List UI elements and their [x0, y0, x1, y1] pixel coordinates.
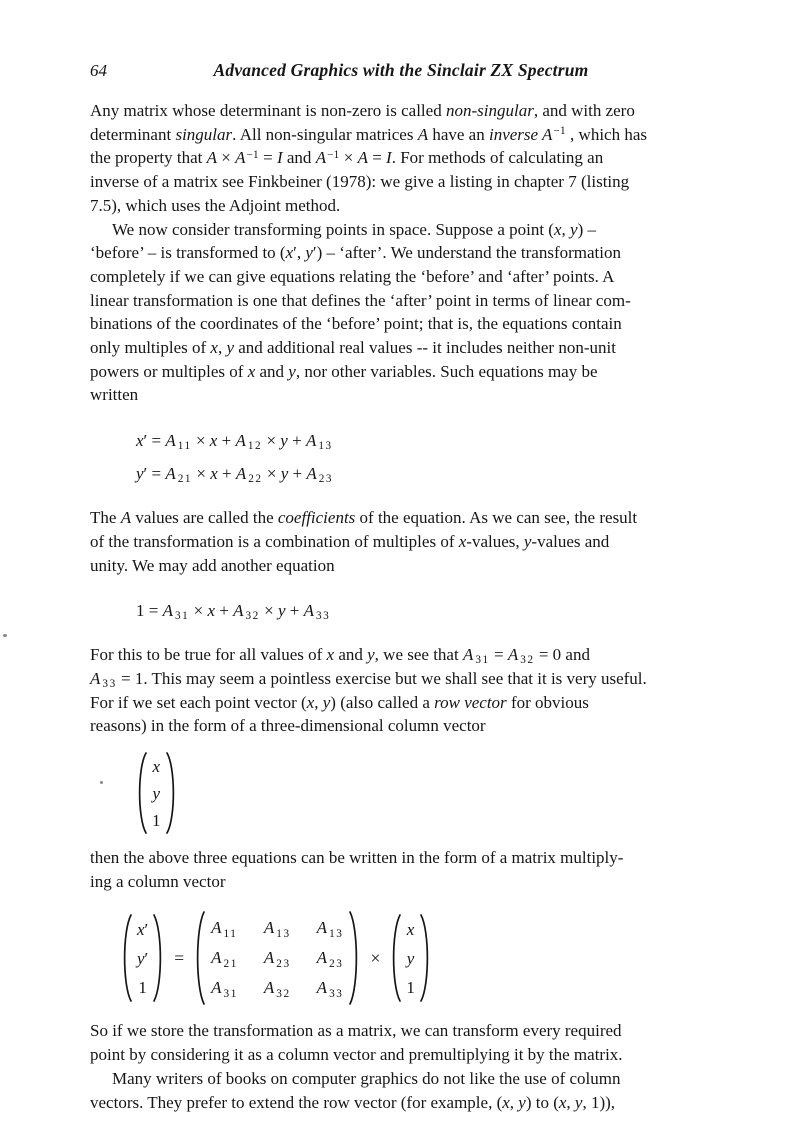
- text-line: [90, 99, 712, 123]
- text-run: = 0 and: [534, 645, 590, 665]
- text-run: written: [90, 385, 139, 405]
- text-run: ′ =: [143, 464, 166, 484]
- text-run: ′ =: [143, 431, 166, 451]
- text-run: A: [263, 978, 275, 998]
- matrix-cell: [264, 973, 291, 1003]
- text-run: the property that: [90, 148, 207, 168]
- text-run: binations of the coordinates of the ‘before’ point; that is, the equations contain: [90, 314, 622, 334]
- text-run: A: [211, 948, 222, 968]
- text-run: inverse A: [488, 124, 553, 144]
- text-line: [90, 383, 712, 407]
- subscript: 11: [177, 440, 192, 453]
- text-run: x: [209, 431, 218, 451]
- text-line: [90, 1019, 712, 1043]
- text-run: inverse of a matrix see Finkbeiner (1978): we give a listing in chapter 7 (listing: [90, 172, 630, 192]
- text-run: ×: [262, 431, 281, 451]
- text-run: A: [90, 668, 101, 688]
- text-run: y: [570, 219, 578, 239]
- equation-block: [136, 424, 712, 490]
- text-run: A: [211, 918, 222, 938]
- text-run: A: [357, 148, 368, 168]
- text-run: For this to be true for all values of: [90, 645, 327, 665]
- text-run: values are called the: [131, 508, 278, 528]
- text-line: [90, 870, 712, 894]
- text-line: [90, 667, 712, 691]
- text-line: [90, 218, 712, 242]
- subscript: 32: [276, 987, 291, 1000]
- text-run: for obvious: [506, 692, 589, 712]
- text-run: I: [276, 148, 283, 168]
- vector-entry: [137, 915, 148, 944]
- superscript: −1: [246, 148, 259, 161]
- text-run: The: [90, 508, 121, 528]
- text-run: I: [386, 148, 392, 168]
- text-run: A: [211, 978, 222, 998]
- page-body: [90, 99, 712, 1114]
- text-run: 1 =: [136, 601, 163, 621]
- text-run: ×: [192, 464, 211, 484]
- text-run: determinant: [90, 124, 176, 144]
- text-run: A: [417, 124, 429, 144]
- text-run: ′: [144, 948, 149, 968]
- subscript: 22: [248, 473, 263, 486]
- text-run: A: [316, 948, 328, 968]
- text-run: x: [502, 1092, 510, 1112]
- multiplication-sign: ×: [370, 947, 381, 968]
- text-run: y: [574, 1092, 583, 1112]
- text-run: x: [326, 645, 335, 665]
- text-run: , nor other variables. Such equations may be: [295, 361, 598, 381]
- close-paren-icon: [152, 913, 165, 1003]
- text-run: A: [263, 918, 275, 938]
- text-run: =: [258, 148, 277, 168]
- text-run: x: [558, 1092, 567, 1112]
- text-run: A: [162, 601, 173, 621]
- subscript: 21: [223, 957, 238, 970]
- superscript: −1: [327, 148, 340, 161]
- paragraph: [90, 643, 712, 738]
- text-run: y: [277, 601, 286, 621]
- text-run: y: [152, 783, 161, 803]
- text-line: [90, 506, 712, 530]
- matrix-equation: [120, 910, 712, 1006]
- subscript: 23: [276, 957, 291, 970]
- vector-entry: [406, 944, 415, 973]
- text-run: 1: [138, 977, 147, 997]
- page-header: [90, 60, 712, 81]
- subscript: 32: [520, 654, 535, 667]
- subscript: 33: [102, 678, 117, 691]
- paragraph: [90, 99, 712, 218]
- text-line: [90, 312, 712, 336]
- text-line: [90, 336, 712, 360]
- scan-speck: [3, 634, 7, 637]
- text-run: A: [316, 978, 328, 998]
- text-run: x: [207, 601, 215, 621]
- text-run: =: [367, 148, 387, 168]
- text-run: ,: [509, 1092, 519, 1112]
- open-paren-icon: [389, 913, 402, 1003]
- text-run: and: [255, 361, 289, 381]
- text-run: Any matrix whose determinant is non-zero is called: [90, 101, 446, 120]
- text-run: A: [316, 918, 328, 938]
- text-run: powers or multiples of: [90, 361, 248, 381]
- subscript: 23: [318, 473, 334, 486]
- equals-sign: =: [174, 947, 185, 968]
- text-run: linear transformation is one that defines the ‘after’ point in terms of linear com-: [90, 290, 631, 310]
- text-run: y: [367, 645, 375, 665]
- matrix-cell: [317, 913, 344, 943]
- equation-line: [136, 594, 712, 627]
- text-run: , 1)),: [582, 1092, 616, 1112]
- text-run: A: [120, 508, 132, 528]
- text-run: +: [217, 431, 236, 451]
- text-run: y: [406, 948, 415, 968]
- text-line: [90, 194, 712, 218]
- text-run: A: [235, 148, 246, 168]
- text-line: [90, 123, 712, 147]
- text-run: A: [263, 948, 275, 968]
- text-run: y: [280, 431, 288, 451]
- text-run: then the above three equations can be written in the form of a matrix multiply-: [90, 848, 624, 868]
- text-run: y: [136, 464, 144, 484]
- vector-entry: [152, 753, 161, 780]
- text-run: x: [285, 243, 294, 263]
- text-run: x: [406, 919, 415, 939]
- subscript: 31: [475, 654, 490, 667]
- matrix-entries: [206, 913, 348, 1003]
- text-line: [90, 643, 712, 667]
- text-line: [90, 1091, 712, 1115]
- text-run: . For methods of calculating an: [391, 148, 604, 168]
- text-run: y: [305, 243, 313, 263]
- text-run: y: [280, 464, 289, 484]
- text-run: x: [152, 756, 161, 776]
- text-run: , and with zero: [533, 101, 635, 120]
- text-run: A: [303, 601, 314, 621]
- text-run: x: [247, 361, 256, 381]
- matrix-cell: [211, 943, 238, 973]
- text-run: A: [235, 464, 247, 484]
- text-run: = 1. This may seem a pointless exercise but we shall see that it is very useful.: [116, 668, 647, 688]
- vector-entries: [133, 915, 152, 1002]
- vector-entries: [148, 753, 165, 834]
- text-run: A: [165, 464, 176, 484]
- open-paren-icon: [135, 751, 148, 835]
- text-run: A: [233, 601, 244, 621]
- text-line: [90, 714, 712, 738]
- text-run: y: [322, 692, 331, 712]
- text-line: [90, 265, 712, 289]
- text-run: For if we set each point vector (: [90, 692, 307, 712]
- page-number: 64: [90, 61, 107, 80]
- text-run: A: [507, 645, 519, 665]
- text-run: A: [306, 464, 317, 484]
- text-run: completely if we can give equations relating the ‘before’ and ‘after’ points. A: [90, 266, 615, 286]
- subscript: 13: [329, 927, 344, 940]
- text-run: y: [288, 361, 296, 381]
- text-run: y: [518, 1092, 526, 1112]
- text-run: y: [226, 338, 235, 358]
- column-vector: [120, 913, 165, 1003]
- vector-entries: [402, 915, 419, 1002]
- paragraph: [90, 1019, 712, 1066]
- subscript: 32: [245, 610, 260, 623]
- paragraph: [90, 218, 712, 408]
- text-run: reasons) in the form of a three-dimensional column vector: [90, 716, 486, 736]
- vector-entry: [152, 780, 161, 807]
- vector-entry: [137, 973, 148, 1002]
- subscript: 21: [177, 473, 193, 486]
- scan-speck: [100, 781, 103, 784]
- text-line: [90, 289, 712, 313]
- text-run: only multiples of: [90, 338, 211, 358]
- text-line: [90, 846, 712, 870]
- vector-entry: [406, 973, 415, 1002]
- equation-block: [136, 594, 712, 627]
- text-run: ×: [217, 148, 236, 168]
- text-line: [90, 554, 712, 578]
- text-run: and: [334, 645, 368, 665]
- matrix-cell: [211, 973, 238, 1003]
- text-run: ) –: [577, 219, 596, 239]
- text-line: [90, 1067, 712, 1091]
- paragraph: [90, 506, 712, 577]
- text-run: of the transformation is a combination of multiples of: [90, 531, 459, 551]
- text-run: x: [553, 219, 562, 239]
- text-run: ‘before’ – is transformed to (: [90, 243, 286, 263]
- text-run: ′: [144, 919, 149, 939]
- text-run: x: [210, 338, 218, 358]
- matrix: [193, 910, 361, 1006]
- text-run: row vector: [434, 692, 507, 712]
- text-run: ′,: [293, 243, 306, 263]
- text-run: ′) – ‘after’. We understand the transformation: [312, 243, 621, 263]
- text-run: 1: [406, 977, 415, 997]
- text-run: x: [306, 692, 315, 712]
- text-run: x: [210, 464, 218, 484]
- subscript: 13: [318, 440, 333, 453]
- text-run: +: [288, 464, 307, 484]
- text-line: [90, 170, 712, 194]
- text-run: A: [462, 645, 474, 665]
- text-run: , which has: [565, 124, 648, 144]
- matrix-cell: [264, 943, 291, 973]
- text-run: singular: [175, 124, 233, 144]
- text-run: , we see that: [374, 645, 463, 665]
- equation-line: [136, 457, 712, 490]
- subscript: 23: [329, 957, 344, 970]
- subscript: 31: [174, 610, 190, 623]
- text-run: A: [305, 431, 317, 451]
- text-run: ×: [259, 601, 278, 621]
- text-run: of the equation. As we can see, the result: [355, 508, 638, 528]
- text-run: 7.5), which uses the Adjoint method.: [90, 195, 341, 215]
- text-run: y: [137, 948, 145, 968]
- subscript: 13: [276, 927, 291, 940]
- text-run: -values and: [531, 531, 610, 551]
- text-line: [90, 530, 712, 554]
- text-run: A: [315, 148, 327, 168]
- text-run: ,: [561, 219, 571, 239]
- matrix-cell: [211, 913, 238, 943]
- vector-entry: [406, 915, 415, 944]
- open-paren-icon: [193, 910, 206, 1006]
- close-paren-icon: [419, 913, 432, 1003]
- matrix-cell: [317, 943, 344, 973]
- text-run: ,: [566, 1092, 575, 1112]
- text-run: A: [235, 431, 246, 451]
- running-title: Advanced Graphics with the Sinclair ZX Spectrum: [213, 60, 589, 80]
- close-paren-icon: [348, 910, 361, 1006]
- subscript: 31: [223, 987, 238, 1000]
- text-line: [90, 691, 712, 715]
- text-run: ×: [339, 148, 358, 168]
- text-run: +: [217, 464, 236, 484]
- text-run: =: [489, 645, 508, 665]
- subscript: 33: [315, 610, 331, 623]
- text-run: ×: [262, 464, 281, 484]
- matrix-cell: [317, 973, 344, 1003]
- text-run: ×: [191, 431, 210, 451]
- text-run: We now consider transforming points in space. Suppose a point (: [112, 219, 554, 239]
- text-run: 1: [152, 810, 161, 830]
- column-vector: [389, 913, 432, 1003]
- text-run: ing a column vector: [90, 871, 226, 891]
- equation-line: [136, 424, 712, 457]
- text-run: ×: [189, 601, 208, 621]
- text-run: . All non-singular matrices: [232, 124, 418, 144]
- text-run: x: [137, 919, 145, 939]
- text-run: non-singular: [445, 101, 534, 120]
- text-line: [90, 360, 712, 384]
- text-line: [90, 241, 712, 265]
- subscript: 12: [247, 440, 263, 453]
- text-run: ) to (: [525, 1092, 559, 1112]
- superscript: −1: [553, 125, 566, 138]
- text-run: point by considering it as a column vector and premultiplying it by the matrix.: [90, 1045, 623, 1065]
- text-run: x: [136, 431, 144, 451]
- text-run: A: [206, 148, 217, 168]
- text-run: +: [287, 431, 306, 451]
- column-vector-display: [135, 751, 712, 835]
- matrix-cell: [264, 913, 291, 943]
- text-run: unity. We may add another equation: [90, 555, 335, 575]
- text-run: ) (also called a: [330, 692, 435, 712]
- text-run: and: [282, 148, 316, 168]
- text-run: Many writers of books on computer graphics do not like the use of column: [112, 1068, 621, 1088]
- subscript: 33: [329, 987, 344, 1000]
- vector-entry: [137, 944, 148, 973]
- text-run: A: [165, 431, 176, 451]
- text-run: vectors. They prefer to extend the row vector (for example, (: [90, 1092, 503, 1112]
- text-run: x: [458, 531, 467, 551]
- text-run: y: [523, 531, 532, 551]
- text-run: +: [285, 601, 304, 621]
- text-run: and additional real values -- it includes neither non-unit: [234, 338, 616, 358]
- close-paren-icon: [165, 751, 178, 835]
- text-line: [90, 1043, 712, 1067]
- paragraph: [90, 846, 712, 893]
- text-run: have an: [428, 124, 489, 144]
- column-vector: [135, 751, 178, 835]
- subscript: 11: [223, 927, 238, 940]
- paragraph: [90, 1067, 712, 1114]
- text-run: coefficients: [277, 508, 356, 528]
- vector-entry: [152, 807, 161, 834]
- text-run: So if we store the transformation as a matrix, we can transform every required: [90, 1021, 622, 1041]
- text-run: ,: [217, 338, 227, 358]
- text-run: +: [215, 601, 234, 621]
- open-paren-icon: [120, 913, 133, 1003]
- text-run: -values,: [466, 531, 524, 551]
- text-line: [90, 146, 712, 170]
- text-run: ,: [314, 692, 323, 712]
